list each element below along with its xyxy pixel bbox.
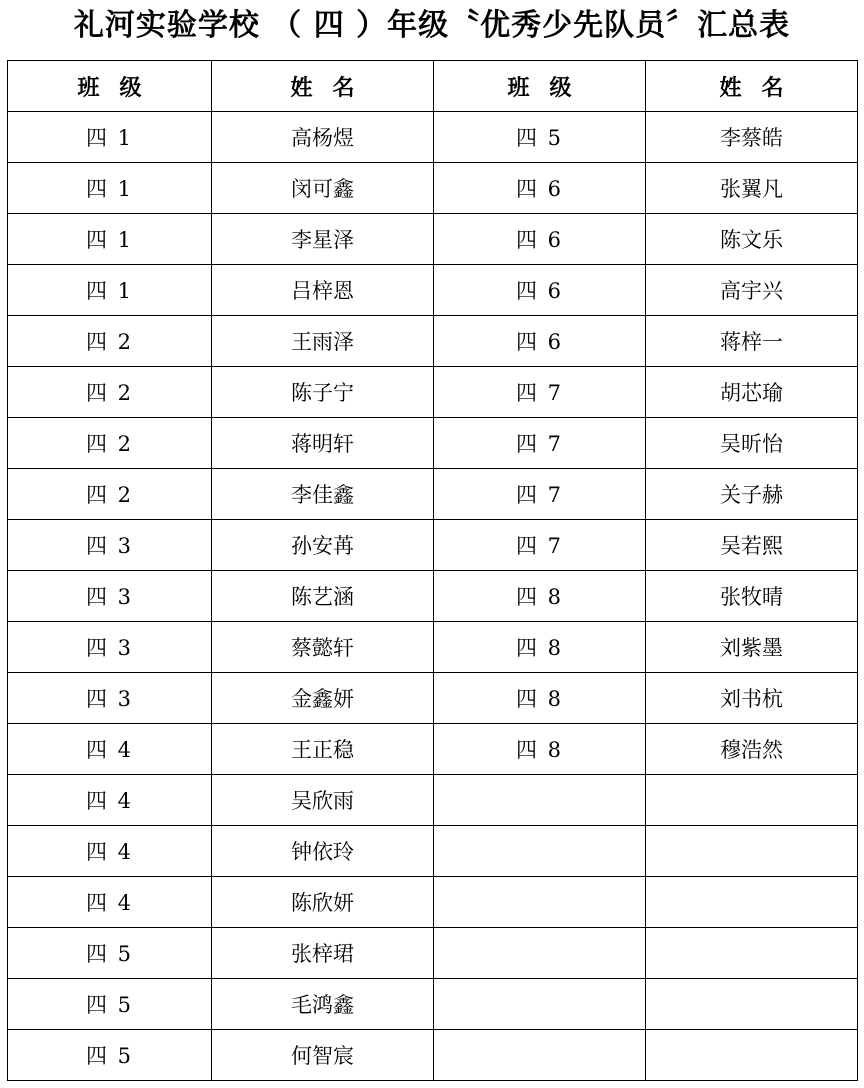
name-cell	[646, 316, 858, 367]
class-cell	[8, 418, 212, 469]
name-cell-text: 毛鸿鑫	[291, 993, 354, 1017]
table-row	[8, 877, 858, 928]
class-cell	[434, 724, 646, 775]
class-cell	[434, 826, 646, 877]
class-cell	[434, 979, 646, 1030]
table-row	[8, 571, 858, 622]
table-row	[8, 469, 858, 520]
name-cell	[212, 418, 434, 469]
name-cell-text: 王正稳	[291, 738, 354, 762]
name-cell-text: 吴若熙	[720, 534, 783, 558]
class-cell	[434, 214, 646, 265]
class-cell-text: 四 4	[85, 891, 134, 915]
class-cell-text: 四 1	[85, 279, 134, 303]
class-cell-text: 四 2	[85, 381, 134, 405]
class-cell-text: 四 7	[515, 483, 564, 507]
class-cell-text: 四 6	[515, 330, 564, 354]
class-cell-text: 四 1	[85, 126, 134, 150]
name-cell	[212, 622, 434, 673]
name-cell	[646, 520, 858, 571]
class-cell-text: 四 3	[85, 687, 134, 711]
name-cell	[212, 979, 434, 1030]
class-cell-text: 四 1	[85, 228, 134, 252]
name-cell	[212, 112, 434, 163]
name-cell	[646, 673, 858, 724]
name-cell-text: 陈子宁	[291, 381, 354, 405]
class-cell	[8, 520, 212, 571]
class-cell	[434, 877, 646, 928]
name-cell-text: 吕梓恩	[291, 279, 354, 303]
class-cell-text: 四 7	[515, 534, 564, 558]
name-cell	[646, 877, 858, 928]
name-cell	[212, 724, 434, 775]
table-header-row	[8, 61, 858, 112]
name-cell	[212, 265, 434, 316]
class-cell	[8, 622, 212, 673]
table-row	[8, 979, 858, 1030]
name-cell	[646, 112, 858, 163]
table-row	[8, 520, 858, 571]
class-cell	[8, 163, 212, 214]
name-cell	[646, 1030, 858, 1081]
class-cell-text: 四 4	[85, 738, 134, 762]
name-cell	[646, 928, 858, 979]
class-cell	[8, 112, 212, 163]
class-cell	[434, 163, 646, 214]
name-cell	[212, 469, 434, 520]
name-cell-text: 刘书杭	[720, 687, 783, 711]
name-cell	[212, 775, 434, 826]
class-cell	[8, 316, 212, 367]
class-cell	[8, 724, 212, 775]
class-cell-text: 四 8	[515, 738, 564, 762]
class-cell-text: 四 3	[85, 636, 134, 660]
name-cell	[212, 367, 434, 418]
class-cell-text: 四 3	[85, 585, 134, 609]
name-cell-text: 李星泽	[291, 228, 354, 252]
table-row	[8, 826, 858, 877]
class-cell	[8, 673, 212, 724]
name-cell-text: 高杨煜	[291, 126, 354, 150]
class-cell-text: 四 4	[85, 840, 134, 864]
class-cell	[434, 775, 646, 826]
class-cell	[434, 367, 646, 418]
name-cell-text: 吴昕怡	[720, 432, 783, 456]
header-class-left: 班级	[8, 61, 212, 112]
class-cell-text: 四 2	[85, 432, 134, 456]
name-cell	[646, 826, 858, 877]
name-cell-text: 陈文乐	[720, 228, 783, 252]
name-cell-text: 陈艺涵	[291, 585, 354, 609]
class-cell	[8, 265, 212, 316]
class-cell	[8, 571, 212, 622]
name-cell-text: 王雨泽	[291, 330, 354, 354]
name-cell	[212, 571, 434, 622]
class-cell	[434, 1030, 646, 1081]
name-cell-text: 蔡懿轩	[291, 636, 354, 660]
name-cell	[212, 520, 434, 571]
name-cell-text: 张梓珺	[291, 942, 354, 966]
class-cell	[434, 316, 646, 367]
class-cell	[8, 826, 212, 877]
name-cell	[212, 214, 434, 265]
class-cell-text: 四 7	[515, 381, 564, 405]
table-row	[8, 265, 858, 316]
class-cell	[8, 1030, 212, 1081]
class-cell-text: 四 8	[515, 636, 564, 660]
name-cell-text: 李蔡皓	[720, 126, 783, 150]
name-cell	[212, 673, 434, 724]
class-cell-text: 四 5	[85, 942, 134, 966]
name-cell-text: 李佳鑫	[291, 483, 354, 507]
name-cell-text: 陈欣妍	[291, 891, 354, 915]
name-cell-text: 关子赫	[720, 483, 783, 507]
roster-body	[8, 112, 858, 1081]
class-cell-text: 四 3	[85, 534, 134, 558]
header-class-right: 班级	[434, 61, 646, 112]
table-row	[8, 673, 858, 724]
class-cell	[434, 673, 646, 724]
class-cell-text: 四 5	[85, 993, 134, 1017]
name-cell	[646, 163, 858, 214]
class-cell-text: 四 6	[515, 228, 564, 252]
name-cell-text: 张翼凡	[720, 177, 783, 201]
name-cell-text: 吴欣雨	[291, 789, 354, 813]
table-row	[8, 214, 858, 265]
name-cell	[212, 928, 434, 979]
name-cell-text: 刘紫墨	[720, 636, 783, 660]
class-cell	[434, 265, 646, 316]
name-cell-text: 蒋明轩	[291, 432, 354, 456]
table-row	[8, 1030, 858, 1081]
class-cell	[8, 367, 212, 418]
table-row	[8, 775, 858, 826]
class-cell-text: 四 1	[85, 177, 134, 201]
table-row	[8, 724, 858, 775]
class-cell-text: 四 6	[515, 177, 564, 201]
name-cell	[212, 826, 434, 877]
name-cell-text: 张牧晴	[720, 585, 783, 609]
class-cell	[8, 928, 212, 979]
class-cell-text: 四 8	[515, 585, 564, 609]
class-cell-text: 四 4	[85, 789, 134, 813]
class-cell	[434, 469, 646, 520]
header-name-left: 姓名	[212, 61, 434, 112]
class-cell	[434, 418, 646, 469]
class-cell-text: 四 2	[85, 330, 134, 354]
name-cell-text: 钟依玲	[291, 840, 354, 864]
class-cell	[434, 112, 646, 163]
class-cell-text: 四 5	[85, 1044, 134, 1068]
name-cell	[646, 469, 858, 520]
name-cell	[212, 316, 434, 367]
page-title: 礼河实验学校 （ 四 ）年级〝优秀少先队员〞汇总表	[73, 8, 791, 43]
name-cell	[646, 265, 858, 316]
name-cell-text: 胡芯瑜	[720, 381, 783, 405]
table-row	[8, 367, 858, 418]
class-cell	[434, 928, 646, 979]
name-cell-text: 蒋梓一	[720, 330, 783, 354]
class-cell-text: 四 7	[515, 432, 564, 456]
name-cell	[646, 724, 858, 775]
name-cell	[646, 979, 858, 1030]
name-cell	[646, 775, 858, 826]
name-cell-text: 闵可鑫	[291, 177, 354, 201]
name-cell-text: 金鑫妍	[291, 687, 354, 711]
class-cell-text: 四 5	[515, 126, 564, 150]
name-cell-text: 何智宸	[291, 1044, 354, 1068]
class-cell-text: 四 8	[515, 687, 564, 711]
class-cell-text: 四 6	[515, 279, 564, 303]
name-cell	[212, 163, 434, 214]
name-cell	[646, 367, 858, 418]
header-name-right: 姓名	[646, 61, 858, 112]
name-cell	[212, 877, 434, 928]
class-cell	[8, 214, 212, 265]
class-cell	[434, 571, 646, 622]
table-row	[8, 316, 858, 367]
class-cell	[8, 775, 212, 826]
roster-table	[7, 60, 858, 1081]
name-cell-text: 高宇兴	[720, 279, 783, 303]
name-cell	[212, 1030, 434, 1081]
name-cell	[646, 214, 858, 265]
class-cell	[434, 520, 646, 571]
name-cell-text: 孙安苒	[291, 534, 354, 558]
class-cell-text: 四 2	[85, 483, 134, 507]
table-row	[8, 928, 858, 979]
name-cell	[646, 622, 858, 673]
class-cell	[8, 877, 212, 928]
name-cell	[646, 418, 858, 469]
table-row	[8, 163, 858, 214]
table-row	[8, 418, 858, 469]
table-row	[8, 622, 858, 673]
table-row	[8, 112, 858, 163]
class-cell	[8, 469, 212, 520]
class-cell	[434, 622, 646, 673]
name-cell	[646, 571, 858, 622]
name-cell-text: 穆浩然	[720, 738, 783, 762]
class-cell	[8, 979, 212, 1030]
